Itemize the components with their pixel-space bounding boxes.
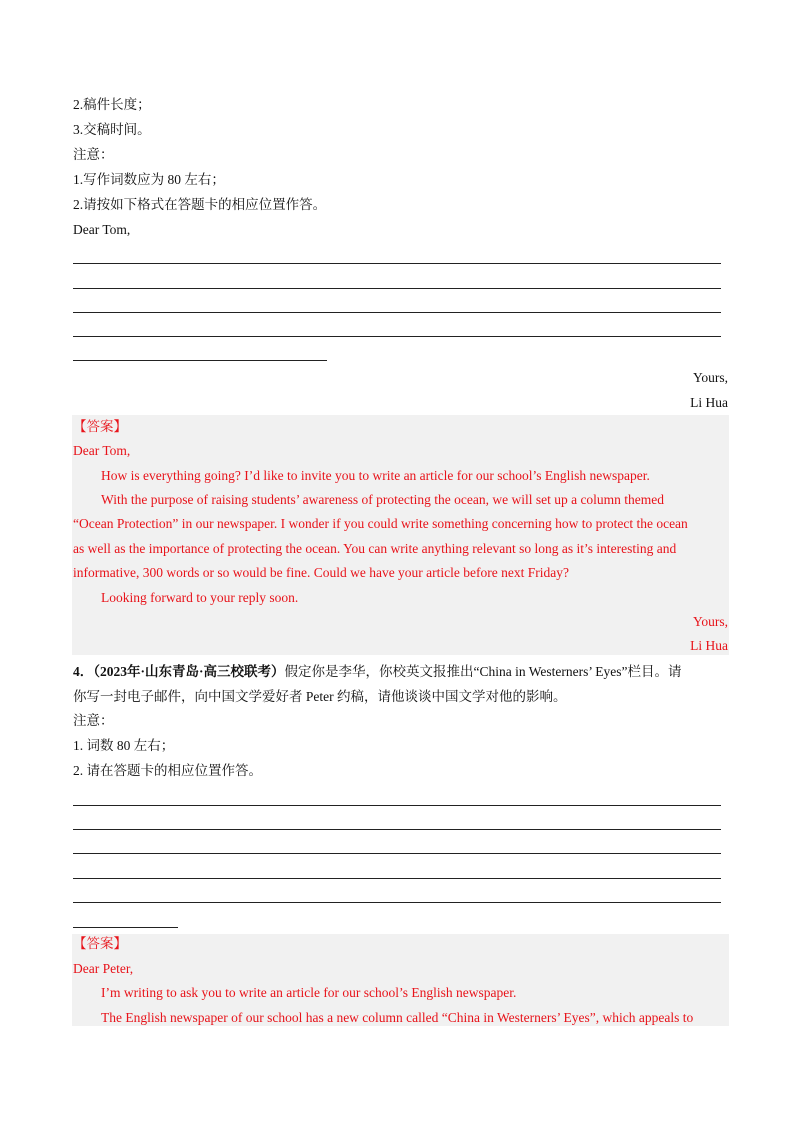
writing-line [73,829,721,830]
question-prompt: 假定你是李华，你校英文报推出“China in Westerners’ Eyes”栏目。请 [284,664,682,679]
requirement-item: 3.交稿时间。 [73,122,151,137]
letter-signature: Li Hua [690,395,728,410]
answer-box [72,415,729,655]
answer-signature: Li Hua [690,638,728,653]
answer-line: With the purpose of raising students’ awareness of protecting the ocean, we will set up a column themed [101,492,665,507]
answer-line: “Ocean Protection” in our newspaper. I wonder if you could write something concerning how to protect the ocean [73,516,688,531]
question-4-line1 [73,663,682,681]
answer-label: 【答案】 [73,419,127,434]
writing-line-short [73,927,178,928]
note-item: 2. 请在答题卡的相应位置作答。 [73,763,262,778]
answer-line: I’m writing to ask you to write an article for our school’s English newspaper. [101,985,517,1000]
notes-title: 注意： [73,147,114,162]
note-item: 1.写作词数应为 80 左右； [73,172,225,187]
note-item: 1. 词数 80 左右； [73,738,175,753]
writing-line [73,878,721,879]
letter-closing: Yours, [692,370,728,385]
answer-closing: Yours, [692,614,728,629]
question-prompt-continued: 你写一封电子邮件，向中国文学爱好者 Peter 约稿，请他谈谈中国文学对他的影响。 [73,689,567,704]
answer-label: 【答案】 [73,936,127,951]
writing-line [73,805,721,806]
writing-line [73,288,721,289]
writing-line [73,312,721,313]
writing-line [73,336,721,337]
letter-greeting: Dear Tom, [73,222,131,237]
answer-line: informative, 300 words or so would be fine. Could we have your article before next Friday? [73,565,569,580]
answer-line: as well as the importance of protecting the ocean. You can write anything relevant so long as it’s interesting and [73,541,677,556]
writing-line [73,902,721,903]
question-source: （2023年·山东青岛·高三校联考） [93,664,285,679]
question-number: 4． [73,664,94,679]
answer-line: Looking forward to your reply soon. [101,590,299,605]
writing-line [73,853,721,854]
answer-greeting: Dear Tom, [73,443,131,458]
note-item: 2.请按如下格式在答题卡的相应位置作答。 [73,197,327,212]
notes-title: 注意： [73,713,114,728]
requirement-item: 2.稿件长度； [73,97,151,112]
answer-line: The English newspaper of our school has a new column called “China in Westerners’ Eyes”, which appeals to [101,1010,694,1025]
writing-line-short [73,360,327,361]
writing-line [73,263,721,264]
answer-line: How is everything going? I’d like to invite you to write an article for our school’s English newspaper. [101,468,650,483]
answer-greeting: Dear Peter, [73,961,134,976]
